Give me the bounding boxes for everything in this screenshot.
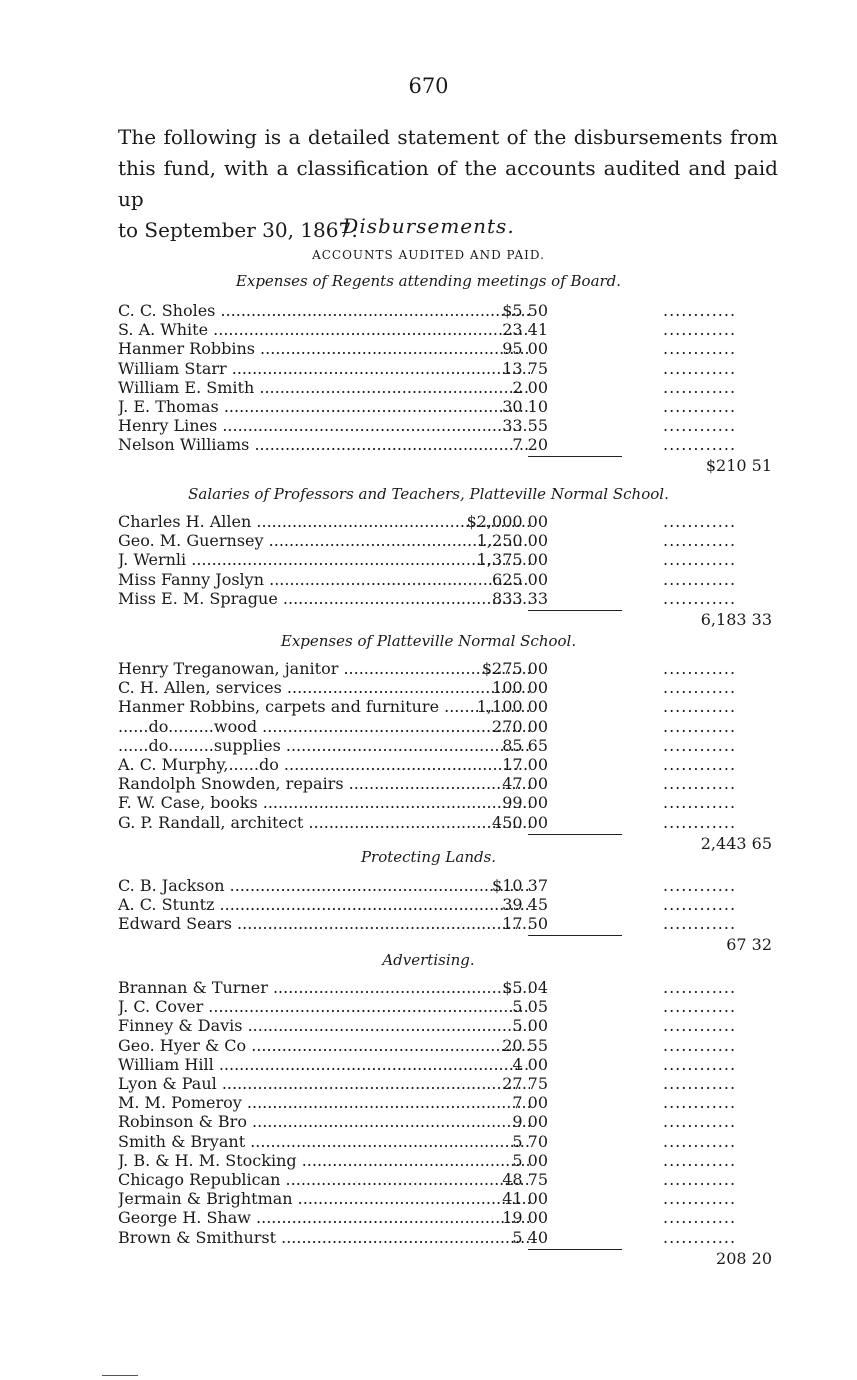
- disbursements-heading: Disbursements.: [342, 214, 515, 238]
- payee-name: M. M. Pomeroy .....: [118, 1093, 530, 1112]
- payee-name: Randolph Snowden, repairs .....: [118, 774, 530, 793]
- payee-name: Hanmer Robbins .....: [118, 339, 530, 358]
- payee-name: William Hill .....: [118, 1055, 530, 1074]
- section-total: 2,443 65: [700, 833, 772, 853]
- payee-name: A. C. Murphy,......do .....: [118, 755, 530, 774]
- ledger-row: [118, 1170, 778, 1189]
- payment-amount: 100 00: [492, 678, 548, 698]
- payee-name: G. P. Randall, architect .....: [118, 813, 530, 832]
- ledger-row: [118, 531, 778, 550]
- ledger-row: [118, 774, 778, 793]
- payee-name: Brannan & Turner .....: [118, 978, 530, 997]
- dot-leader: ............: [663, 1208, 737, 1228]
- payment-amount: 450 00: [492, 812, 548, 832]
- payment-amount: 5 05: [512, 997, 548, 1017]
- dot-leader: ............: [663, 301, 737, 320]
- dot-leader: ............: [663, 659, 737, 678]
- ledger-row: [118, 717, 778, 736]
- intro-line: this fund, with a classification of the accounts audited and paid up: [118, 156, 778, 211]
- payment-amount: 85 65: [502, 735, 548, 755]
- payee-name: Hanmer Robbins, carpets and furniture .....: [118, 697, 530, 716]
- payee-name: Lyon & Paul .....: [118, 1074, 530, 1093]
- ledger-row: [118, 359, 778, 378]
- section-title: Expenses of Platteville Normal School.: [280, 632, 577, 650]
- ledger-row: [118, 914, 778, 933]
- payment-amount: 9 00: [512, 1112, 548, 1132]
- section-total: 67 32: [726, 935, 772, 955]
- dot-leader: ............: [663, 1170, 737, 1189]
- payment-amount: 7 20: [512, 435, 548, 455]
- payment-amount: 17 50: [502, 914, 548, 934]
- ledger-row: [118, 697, 778, 716]
- payment-amount: 99 00: [502, 793, 548, 813]
- payee-name: William Starr .....: [118, 359, 530, 378]
- dot-leader: ............: [663, 1150, 737, 1170]
- dot-leader: ............: [663, 1054, 737, 1074]
- dot-leader: ............: [663, 997, 737, 1017]
- dot-leader: ............: [663, 531, 737, 551]
- payment-amount: 23 41: [502, 320, 548, 340]
- ledger-row: [118, 570, 778, 589]
- payee-name: William E. Smith .....: [118, 378, 530, 397]
- payment-amount: 1,250 00: [476, 531, 548, 551]
- ledger-row: [118, 813, 778, 832]
- payee-name: ......do.........supplies .....: [118, 736, 530, 755]
- ledger-row: [118, 755, 778, 774]
- payment-amount: 48 75: [502, 1170, 548, 1189]
- ledger-row: [118, 1074, 778, 1093]
- ledger-row: [118, 1151, 778, 1170]
- ledger-row: [118, 301, 778, 320]
- dot-leader: ............: [663, 774, 737, 794]
- dot-leader: ............: [663, 978, 737, 997]
- payment-amount: 39 45: [502, 895, 548, 915]
- payment-amount: 2 00: [512, 377, 548, 397]
- payment-amount: 5 40: [512, 1227, 548, 1247]
- payment-amount: 17 00: [502, 755, 548, 774]
- dot-leader: ............: [663, 793, 737, 813]
- dot-leader: ............: [663, 1189, 737, 1209]
- payment-amount: 5 00: [512, 1150, 548, 1170]
- ledger-row: [118, 512, 778, 531]
- ledger-row: [118, 978, 778, 997]
- dot-leader: ............: [663, 697, 737, 717]
- ledger-row: [118, 1055, 778, 1074]
- ledger-row: [118, 1093, 778, 1112]
- dot-leader: ............: [663, 716, 737, 736]
- ledger-row: [118, 1112, 778, 1131]
- ledger-row: [118, 1208, 778, 1227]
- ledger-row: [118, 1016, 778, 1035]
- section-title: Salaries of Professors and Teachers, Platteville Normal School.: [188, 485, 669, 503]
- intro-line: The following is a detailed statement of the disbursements from: [118, 125, 778, 149]
- ledger-row: [118, 378, 778, 397]
- ledger-row: [118, 895, 778, 914]
- payee-name: Edward Sears .....: [118, 914, 530, 933]
- ledger-row: [118, 793, 778, 812]
- payee-name: Charles H. Allen .....: [118, 512, 530, 531]
- dot-leader: ............: [663, 320, 737, 340]
- payee-name: C. H. Allen, services .....: [118, 678, 530, 697]
- dot-leader: ............: [663, 755, 737, 774]
- payee-name: Brown & Smithurst .....: [118, 1228, 530, 1247]
- section-title: Protecting Lands.: [360, 848, 497, 866]
- payee-name: Finney & Davis .....: [118, 1016, 530, 1035]
- payment-amount: $5 04: [502, 978, 548, 997]
- dot-leader: ............: [663, 339, 737, 359]
- payment-amount: 13 75: [502, 358, 548, 378]
- payment-amount: 95 00: [502, 339, 548, 359]
- payment-amount: 30 10: [502, 397, 548, 416]
- payment-amount: 27 75: [502, 1074, 548, 1093]
- dot-leader: ............: [663, 735, 737, 755]
- dot-leader: ............: [663, 1074, 737, 1093]
- ledger-row: [118, 1228, 778, 1247]
- payment-amount: 5 00: [512, 1016, 548, 1036]
- dot-leader: ............: [663, 1016, 737, 1036]
- payee-name: J. C. Cover .....: [118, 997, 530, 1016]
- dot-leader: ............: [663, 416, 737, 436]
- dot-leader: ............: [663, 569, 737, 589]
- ledger-row: [118, 736, 778, 755]
- section-total: $210 51: [705, 456, 772, 476]
- payment-amount: 47 00: [502, 774, 548, 794]
- dot-leader: ............: [663, 358, 737, 378]
- payment-amount: 41 00: [502, 1189, 548, 1209]
- payee-name: George H. Shaw .....: [118, 1208, 530, 1227]
- ledger-row: [118, 397, 778, 416]
- ledger-row: [118, 678, 778, 697]
- payment-amount: 625 00: [492, 569, 548, 589]
- payee-name: J. Wernli .....: [118, 550, 530, 569]
- payment-amount: 270 00: [492, 716, 548, 736]
- dot-leader: ............: [663, 1093, 737, 1113]
- payee-name: Henry Treganowan, janitor .....: [118, 659, 530, 678]
- ledger-row: [118, 1132, 778, 1151]
- dot-leader: ............: [663, 588, 737, 608]
- payee-name: A. C. Stuntz .....: [118, 895, 530, 914]
- ledger-row: [118, 659, 778, 678]
- payment-amount: 833 33: [492, 588, 548, 608]
- payment-amount: 1,375 00: [476, 550, 548, 570]
- section-total: 6,183 33: [700, 609, 772, 629]
- ledger-row: [118, 1036, 778, 1055]
- payee-name: C. C. Sholes .....: [118, 301, 530, 320]
- dot-leader: ............: [663, 1131, 737, 1151]
- dot-leader: ............: [663, 914, 737, 934]
- page-number: 670: [408, 74, 449, 98]
- payment-amount: $5 50: [502, 301, 548, 320]
- ledger-row: [118, 416, 778, 435]
- dot-leader: ............: [663, 377, 737, 397]
- section-title: Expenses of Regents attending meetings of Board.: [235, 272, 622, 290]
- dot-leader: ............: [663, 876, 737, 895]
- dot-leader: ............: [663, 678, 737, 698]
- payee-name: Jermain & Brightman .....: [118, 1189, 530, 1208]
- dot-leader: ............: [663, 550, 737, 570]
- payment-amount: $275 00: [481, 659, 548, 678]
- ledger-row: [118, 589, 778, 608]
- payee-name: J. B. & H. M. Stocking .....: [118, 1151, 530, 1170]
- payment-amount: 1,100 00: [476, 697, 548, 717]
- payee-name: F. W. Case, books .....: [118, 793, 530, 812]
- dot-leader: ............: [663, 512, 737, 531]
- payment-amount: 20 55: [502, 1035, 548, 1055]
- accounts-subheading: ACCOUNTS AUDITED AND PAID.: [312, 248, 545, 262]
- payee-name: Robinson & Bro .....: [118, 1112, 530, 1131]
- payment-amount: $10 37: [492, 876, 548, 895]
- ledger-row: [118, 320, 778, 339]
- payee-name: Chicago Republican .....: [118, 1170, 530, 1189]
- payee-name: S. A. White .....: [118, 320, 530, 339]
- footer-rule: [102, 1375, 138, 1376]
- payee-name: Miss E. M. Sprague .....: [118, 589, 530, 608]
- payee-name: Nelson Williams .....: [118, 435, 530, 454]
- dot-leader: ............: [663, 895, 737, 915]
- payee-name: Geo. M. Guernsey .....: [118, 531, 530, 550]
- payee-name: Geo. Hyer & Co .....: [118, 1036, 530, 1055]
- payment-amount: 19 00: [502, 1208, 548, 1228]
- payee-name: J. E. Thomas .....: [118, 397, 530, 416]
- dot-leader: ............: [663, 435, 737, 455]
- dot-leader: ............: [663, 812, 737, 832]
- payment-amount: 4 00: [512, 1054, 548, 1074]
- payee-name: ......do.........wood .....: [118, 717, 530, 736]
- ledger-row: [118, 550, 778, 569]
- dot-leader: ............: [663, 1112, 737, 1132]
- dot-leader: ............: [663, 1227, 737, 1247]
- payment-amount: 33 55: [502, 416, 548, 436]
- payee-name: Henry Lines .....: [118, 416, 530, 435]
- ledger-row: [118, 339, 778, 358]
- intro-line: to September 30, 1867:: [118, 218, 358, 242]
- ledger-row: [118, 997, 778, 1016]
- payment-amount: $2,000 00: [466, 512, 548, 531]
- payee-name: Smith & Bryant .....: [118, 1132, 530, 1151]
- ledger-row: [118, 1189, 778, 1208]
- section-total: 208 20: [716, 1248, 772, 1268]
- ledger-row: [118, 876, 778, 895]
- payment-amount: 5 70: [512, 1131, 548, 1151]
- payee-name: Miss Fanny Joslyn .....: [118, 570, 530, 589]
- payee-name: C. B. Jackson .....: [118, 876, 530, 895]
- ledger-row: [118, 435, 778, 454]
- section-title: Advertising.: [382, 951, 475, 969]
- dot-leader: ............: [663, 397, 737, 416]
- dot-leader: ............: [663, 1035, 737, 1055]
- payment-amount: 7 00: [512, 1093, 548, 1113]
